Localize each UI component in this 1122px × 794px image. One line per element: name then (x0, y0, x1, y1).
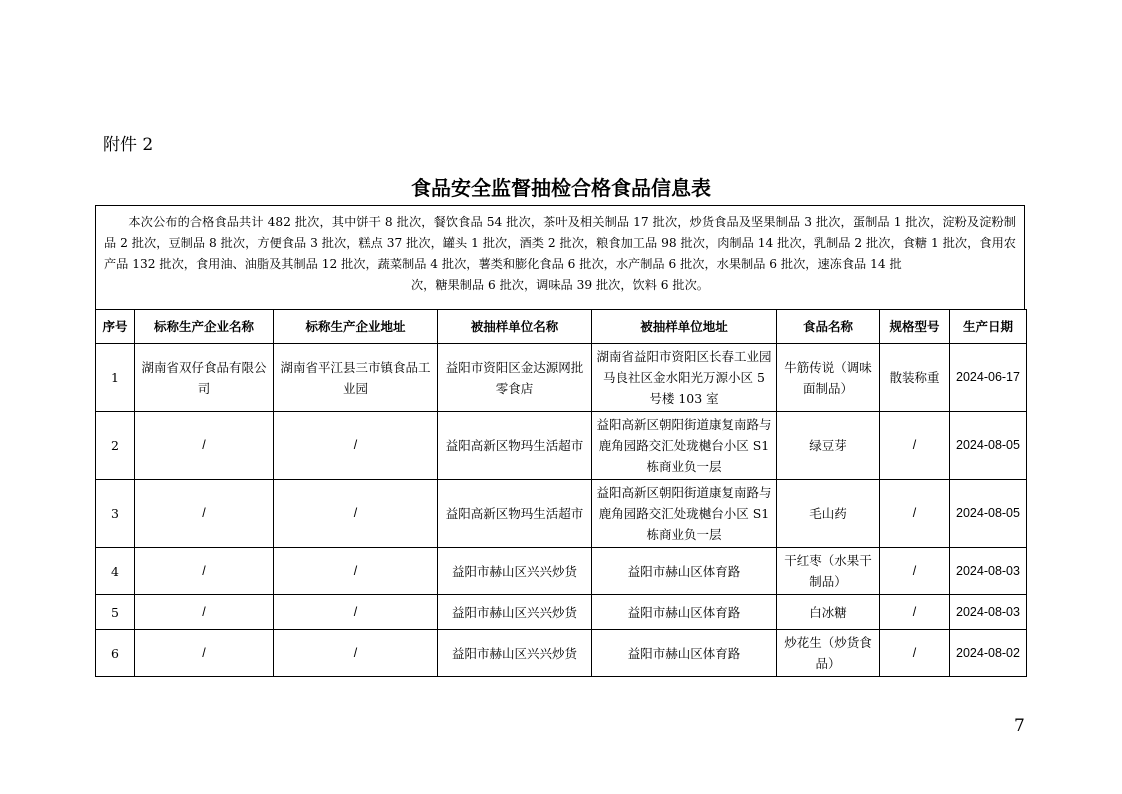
column-header: 食品名称 (777, 310, 880, 344)
column-header: 被抽样单位地址 (592, 310, 777, 344)
table-cell: 2024-08-05 (950, 412, 1027, 480)
table-cell: 2024-08-03 (950, 548, 1027, 595)
table-cell: / (135, 548, 274, 595)
table-cell: 2024-06-17 (950, 344, 1027, 412)
table-cell: 2024-08-02 (950, 630, 1027, 677)
table-cell: 湖南省双仔食品有限公司 (135, 344, 274, 412)
table-cell: / (274, 595, 438, 630)
table-cell: 湖南省益阳市资阳区长春工业园马良社区金水阳光万源小区 5 号楼 103 室 (592, 344, 777, 412)
page-number: 7 (1014, 716, 1025, 736)
table-cell: / (880, 548, 950, 595)
table-cell: / (880, 630, 950, 677)
table-cell: / (274, 412, 438, 480)
table-cell: / (880, 480, 950, 548)
table-cell: 益阳市资阳区金达源网批零食店 (438, 344, 592, 412)
table-cell: 益阳高新区朝阳街道康复南路与鹿角园路交汇处珑樾台小区 S1 栋商业负一层 (592, 480, 777, 548)
table-cell: 炒花生（炒货食品） (777, 630, 880, 677)
table-cell: 益阳市赫山区体育路 (592, 595, 777, 630)
table-cell: 益阳市赫山区兴兴炒货 (438, 548, 592, 595)
table-cell: 益阳市赫山区兴兴炒货 (438, 630, 592, 677)
table-cell: / (135, 630, 274, 677)
table-cell: 益阳市赫山区体育路 (592, 630, 777, 677)
table-cell: / (274, 630, 438, 677)
table-cell: / (135, 595, 274, 630)
column-header: 生产日期 (950, 310, 1027, 344)
column-header: 标称生产企业名称 (135, 310, 274, 344)
table-cell: 益阳市赫山区体育路 (592, 548, 777, 595)
column-header: 序号 (96, 310, 135, 344)
table-row (96, 595, 1027, 630)
table-cell: 绿豆芽 (777, 412, 880, 480)
table-cell: 2024-08-03 (950, 595, 1027, 630)
table-cell: 湖南省平江县三市镇食品工业园 (274, 344, 438, 412)
table-cell: 益阳高新区朝阳街道康复南路与鹿角园路交汇处珑樾台小区 S1 栋商业负一层 (592, 412, 777, 480)
table-row (96, 344, 1027, 412)
table-cell: 3 (96, 480, 135, 548)
table-cell: / (135, 480, 274, 548)
table-row (96, 412, 1027, 480)
summary-line: 本次公布的合格食品共计 482 批次，其中饼干 8 批次，餐饮食品 54 批次，茶叶及相关制品 17 批次，炒货食品及坚果制品 3 批次，蛋制品 1 批次，淀粉及淀粉制品 2 批次，豆制品 8 批次，方便食品 3 批次，糕点 37 批次，罐头 1 批次，酒类 2 批次，粮食加工品 98 批次，肉制品 14 批次，乳制品 2 批次，食糖 1 批次，食用农产品 132 批次，食用油、油脂及其制品 12 批次，蔬菜制品 4 批次，薯类和膨化食品 6 批次，水产制品 6 批次，水果制品 6 批次，速冻食品 14 批 (104, 215, 1016, 271)
table-cell: 毛山药 (777, 480, 880, 548)
table-cell: 益阳市赫山区兴兴炒货 (438, 595, 592, 630)
table-cell: 牛筋传说（调味面制品） (777, 344, 880, 412)
column-header: 被抽样单位名称 (438, 310, 592, 344)
table-cell: / (135, 412, 274, 480)
table-row (96, 480, 1027, 548)
table-row (96, 548, 1027, 595)
table-cell: 6 (96, 630, 135, 677)
table-cell: 白冰糖 (777, 595, 880, 630)
table-cell: / (274, 480, 438, 548)
summary-line: 次，糖果制品 6 批次，调味品 39 批次，饮料 6 批次。 (410, 278, 709, 292)
table-cell: 1 (96, 344, 135, 412)
table-cell: 散装称重 (880, 344, 950, 412)
summary-text (95, 205, 1025, 309)
table-cell: 2 (96, 412, 135, 480)
table-header-row (96, 310, 1027, 344)
column-header: 标称生产企业地址 (274, 310, 438, 344)
page-title: 食品安全监督抽检合格食品信息表 (411, 176, 711, 200)
table-cell: 益阳高新区物玛生活超市 (438, 480, 592, 548)
table-cell: 益阳高新区物玛生活超市 (438, 412, 592, 480)
food-info-table (95, 309, 1027, 677)
table-cell: 2024-08-05 (950, 480, 1027, 548)
table-cell: 4 (96, 548, 135, 595)
table-row (96, 630, 1027, 677)
table-cell: / (880, 595, 950, 630)
table-cell: 5 (96, 595, 135, 630)
table-cell: / (880, 412, 950, 480)
column-header: 规格型号 (880, 310, 950, 344)
table-cell: / (274, 548, 438, 595)
annex-label: 附件 2 (103, 135, 154, 155)
table-cell: 干红枣（水果干制品） (777, 548, 880, 595)
